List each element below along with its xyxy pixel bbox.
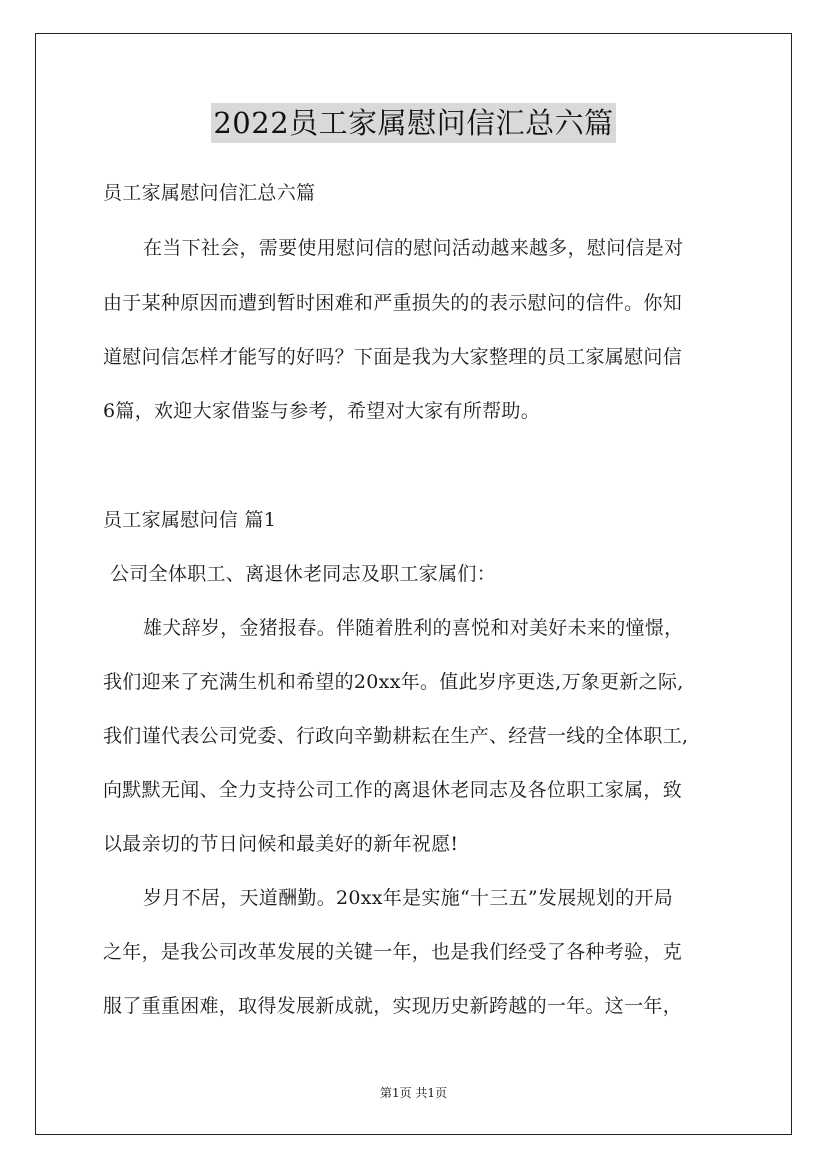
- section-heading: 员工家属慰问信 篇1: [103, 509, 277, 531]
- paragraph-line: 我们迎来了充满生机和希望的20xx年。值此岁序更迭,万象更新之际,: [103, 671, 684, 693]
- paragraph-line: 向默默无闻、全力支持公司工作的离退休老同志及各位职工家属，致: [103, 779, 683, 801]
- paragraph-line: 岁月不居，天道酬勤。20xx年是实施“十三五”发展规划的开局: [143, 887, 674, 909]
- document-subtitle: 员工家属慰问信汇总六篇: [103, 182, 316, 204]
- greeting-line: 公司全体职工、离退休老同志及职工家属们：: [110, 563, 497, 585]
- title-container: [0, 103, 827, 143]
- paragraph-line: 服了重重困难，取得发展新成就，实现历史新跨越的一年。这一年，: [103, 995, 683, 1017]
- intro-line: 6篇，欢迎大家借鉴与参考，希望对大家有所帮助。: [103, 400, 540, 422]
- paragraph-line: 雄犬辞岁，金猪报春。伴随着胜利的喜悦和对美好未来的憧憬，: [143, 617, 684, 639]
- paragraph-line: 以最亲切的节日问候和最美好的新年祝愿!: [103, 833, 459, 855]
- paragraph-line: 之年，是我公司改革发展的关键一年，也是我们经受了各种考验，克: [103, 941, 683, 963]
- page-footer: 第1页 共1页: [379, 1086, 448, 1100]
- document-title: 2022员工家属慰问信汇总六篇: [211, 103, 615, 143]
- intro-line: 在当下社会，需要使用慰问信的慰问活动越来越多，慰问信是对: [143, 237, 684, 259]
- intro-line: 道慰问信怎样才能写的好吗？下面是我为大家整理的员工家属慰问信: [103, 346, 683, 368]
- paragraph-line: 我们谨代表公司党委、行政向辛勤耕耘在生产、经营一线的全体职工,: [103, 725, 689, 747]
- intro-line: 由于某种原因而遭到暂时困难和严重损失的的表示慰问的信件。你知: [103, 292, 683, 314]
